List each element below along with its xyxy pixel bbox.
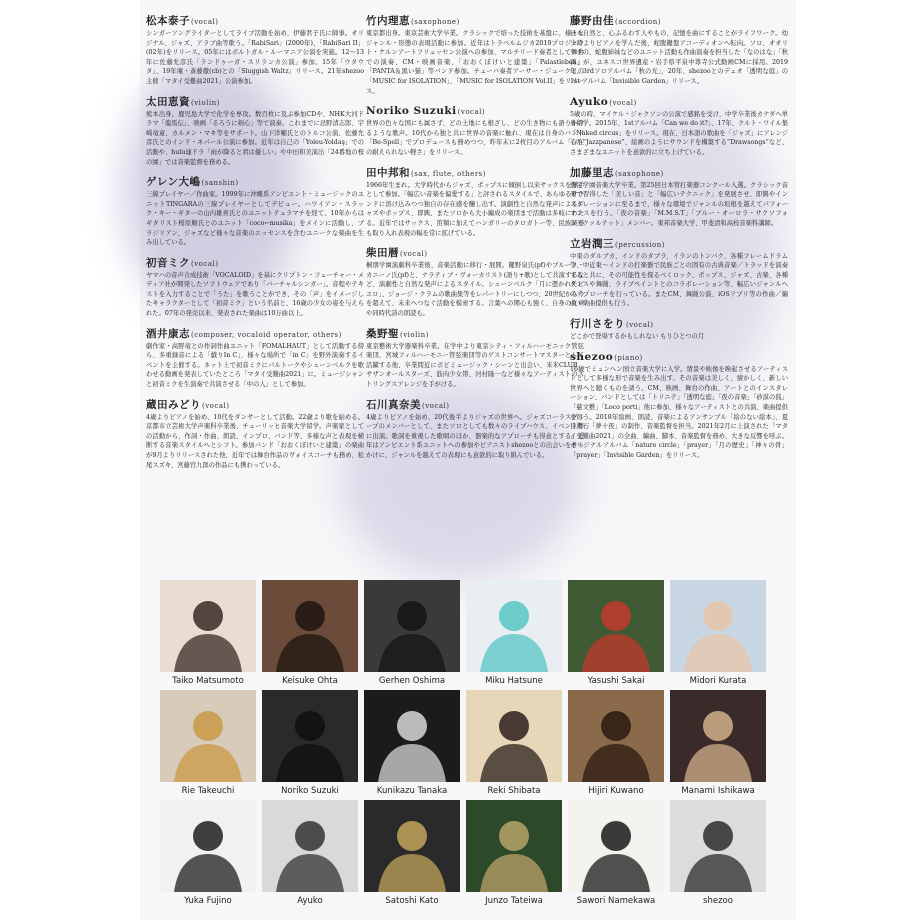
artist-name (570, 166, 788, 181)
artist-photo-card (670, 800, 766, 907)
artist-role: (vocal) (422, 401, 450, 410)
person-silhouette-icon (670, 580, 766, 672)
artist-role: (vocal) (202, 401, 230, 410)
artist-bio-text: 日々自然と、心ふるわす人やもの、記憶を曲にすることがライフワーク。幼少時よりピアノを学んだ後、蛇腹鍵盤アコーディオンへ転向。ソロ、オオリワタの、蛇腹姉妹などのユニット活動も作曲演奏を担当した「なのはな」「秋霖」が、ユネスコ世界遺産・岩手県平泉中尊寺公式動画CMに採用。2019年、3rdソロアルバム「秋の光」、20年、shezooとのデュオ「透明な庭」の1st アルバム「Invisible Garden」リリース。 (570, 30, 788, 85)
artist-name (570, 95, 788, 110)
artist-photo (160, 690, 256, 782)
photo-caption: Gerhen Oshima (378, 676, 446, 686)
artist-bio-text: 5歳の時、マイケル・ジャクソンの公演で感銘を受け、中学卒業後カナダへ単身留学。2015年、1stアルバム「Can we do it?」、17年、クルト・ワイル集「Naked circus」をリリース。現在、日本語の歌曲を「ジャズ」にアレンジした“Jazzpanese”、絵画のようにサウンドを構築する“Drawsongs”など、さまざまなユニットを意欲的に立ち上げている。 (570, 110, 788, 156)
artist-name-text: 藤野由佳 (570, 15, 614, 27)
bio-column-left (146, 14, 364, 478)
person-silhouette-icon (160, 580, 256, 672)
artist-name (146, 398, 364, 413)
artist-role: (violin) (400, 330, 429, 339)
artist-name (146, 256, 364, 271)
artist-name-text: 蔵田みどり (146, 398, 201, 411)
person-silhouette-icon (670, 800, 766, 892)
artist-bio (366, 327, 584, 390)
artist-photo-card (160, 800, 256, 907)
artist-bio (570, 350, 788, 461)
artist-bio-text: 世界の色々な国にも属さず、どの土地にも根ざし、どの生き物にも語りかけるような歌声。10代から独と共に世界の音楽に触れ、現在は自身のバンド「Be-Spell」でプロデュースも務めつつ、昨年末に2枚目のアルバム「存在の耐えられない軽さ」をリリース。 (366, 120, 584, 156)
left-margin (0, 0, 140, 920)
artist-name-text: 行川さをり (570, 318, 625, 331)
artist-name (570, 14, 788, 29)
artist-bio-text: 東京藝術大学器楽科卒業。在学中より東京シティ・フィルハーモニック管弦楽団、宮城フィルハーモニー管弦楽団等のゲストコンサートマスターとして活躍する他、卒業間近にボビミュージック・シーンと出会い、米米CLUB、サザンオールスターズ、筋肉少女帯、河村隆一など様々なアーティストのストリングスアレンジを手がける。 (366, 342, 584, 389)
artist-photo (568, 580, 664, 672)
artist-bio (146, 14, 364, 87)
artist-photo (262, 800, 358, 892)
person-silhouette-icon (466, 580, 562, 672)
artist-bio-text: 洗足学園音楽大学卒業。第25回日本管打楽器コンクール入選。クラシック音楽で習得した「美しい音」と「幅広いテクニック」を発展させ、即興やインスタレーションに至るまで、様々な環境でジャンルの垣根を越えてパフォーマンスを行う。「夜の音楽」「M.M.S.T」「ブルー・オーロラ・サクソフォン・クァルテット」メンバー。東邦音楽大学、甲斐清和高校音楽科講師。 (570, 181, 788, 227)
artist-name (570, 237, 788, 252)
artist-role: (sax, flute, others) (411, 169, 486, 178)
person-silhouette-icon (262, 580, 358, 672)
artist-bio-text: 16歳でミュンヘン国立音楽大学に入学。情景や映像を喚起させるアーティストとして多様な形で音楽を生み出す。その音楽は美しく、懐かしく、新しい世界へと聴くものを誘う。CM、映画、舞台の作曲、アートとのインスタレーション、バンドとしては「トリニテ」「透明な庭」「夜の音楽」「砂漠の狐」「慈文藝」「Loco porti」他に参加、様々なアーティストとの共演、楽曲提供を行う。2018年絵画、朗読、音楽によるアンサンブル「絵のない絵本」、夏目漱石「夢十夜」の制作、音楽監督を担当。2021年2月に上演された「マタイ受難曲2021」の全曲、編曲、脚本、音楽監督を務め、大きな反響を呼ぶ。オリジナルアルバム「nature circle」「prayer」「月の歴史」「神々の骨」「prayer」「Invisible Garden」をリリース。 (570, 365, 788, 459)
artist-name-text: shezoo (570, 350, 614, 363)
artist-photo (670, 580, 766, 672)
photo-caption: Sawori Namekawa (576, 896, 656, 906)
artist-name-text: 太田恵資 (146, 95, 190, 108)
artist-name (366, 104, 584, 119)
artist-name (570, 317, 788, 332)
right-margin (796, 0, 920, 920)
artist-photo-card (466, 690, 562, 797)
artist-photo-card (670, 580, 766, 687)
artist-photo-card (160, 690, 256, 797)
photo-caption: Junzo Tateiwa (485, 896, 543, 906)
artist-bio-text: 三線プレイヤー／作曲家。1999年に沖縄系アンビエント・ミュージックのユニットTINGARAの三線プレイヤーとしてデビュー。ハワイアン・スラック・キー・ギターの山内雄喜氏とのユニットテュラマチを経て、10年からはギタリスト桜原順氏とのユニット「coco←musika」をメインに活動し、ブラジリアン、ジャズなど様々な音楽のエッセンスを含むユニークな楽曲を生み出している。 (146, 191, 364, 247)
artist-role: (sanshin) (201, 179, 239, 188)
artist-name (146, 95, 364, 110)
artist-name (570, 350, 788, 365)
artist-photo-card (364, 580, 460, 687)
artist-photo-card (262, 580, 358, 687)
artist-name (146, 327, 364, 342)
artist-photo-card (160, 580, 256, 687)
artist-bio (570, 95, 788, 158)
artist-bio (146, 256, 364, 319)
person-silhouette-icon (568, 690, 664, 782)
artist-bio-text: 1966年生まれ。大学時代からジャズ、ポップスに傾倒し以来サックスを弾手として参加。「幅広い音楽を偏愛する」と評されるスタイルで、あらゆるサウンドに溶け込みつつ独自の存在感を醸し出す。演劇性と自然な発声によるジャズやポップス、即興、またソロから大小編成の楽団まで活動は多岐にわたる。近年ではサックス、笛類に加えてハンガリーのタロガトー等、民族楽器も取り入れ表現の幅を常に拡げている。 (366, 181, 584, 237)
photo-caption: Satoshi Kato (385, 896, 439, 906)
photo-caption: Keisuke Ohta (282, 676, 338, 686)
artist-photo-card (262, 800, 358, 907)
artist-photo-card (568, 800, 664, 907)
artist-bio-text: シンガーソングライターとしてライブ活動を始め、伊藤君子氏に師事。オリジナル、ジャズ、アラブ曲等歌う。「RabiSari」(2000年)、「RabiSari II」(02年)をリリース。05年にはボルトガル・ルーマニア公演を実施。12〜13年に佐藤允彦氏「ランドゥーガ・スリランカ公演」参加。15年「ウタウタ」、19年庵・斎藤徹(cb)との「Sluggish Waltz」リリース。21年shezoo主催「マタイ受難曲2021」公演参加。 (146, 30, 364, 85)
artist-bio-text: 4歳よりピアノを始め、20代後半よりジャズの世界へ。ジャズコーラスグループのメンバーとして、またソロとしても数々のライブハウス、イベント等に出演。歌詞を重視した歌唱のほか、器楽的なアプローチも得意とする。近年はアンビエント系ユニットへの参加やピアニストshezooとの出会いをきっかけに、ジャンルを越えての表現にも意欲的に取り組んでいる。 (366, 413, 584, 459)
artist-photo-card (262, 690, 358, 797)
artist-name-text: 松本泰子 (146, 15, 190, 27)
photo-caption: Yasushi Sakai (587, 676, 645, 686)
person-silhouette-icon (466, 800, 562, 892)
artist-photo-card (466, 800, 562, 907)
artist-role: (vocal) (626, 321, 654, 330)
photo-caption: Reki Shibata (487, 786, 541, 796)
photo-caption: Noriko Suzuki (281, 786, 339, 796)
artist-bio (366, 398, 584, 461)
artist-photo (160, 800, 256, 892)
artist-photo (466, 690, 562, 782)
person-silhouette-icon (364, 580, 460, 672)
artist-name (146, 14, 364, 29)
artist-bio-text: どこかで登場するかもしれない もりひとつの月 (570, 333, 705, 341)
artist-photo (670, 800, 766, 892)
artist-bio (366, 166, 584, 239)
artist-bio (146, 95, 364, 168)
photo-caption: Ayuko (297, 896, 323, 906)
artist-name-text: 桑野聖 (366, 327, 399, 340)
artist-name-text: 酒井康志 (146, 327, 190, 340)
artist-photo-card (364, 690, 460, 797)
artist-photo-card (670, 690, 766, 797)
artist-bio (570, 317, 788, 342)
person-silhouette-icon (568, 800, 664, 892)
artist-bio-text: 4歳よりピアノを始め、10代をダンサーとして活動。22歳より歌を始める。京都市立芸術大学声楽科卒業後、チューリッヒ音楽大学留学。声楽家としての活動から、作詞・作曲、朗読、インプロ、バンド等、多様な声と表現を横断する音楽スタイルへとシフト。参加バンド「おおくぼけいと建築」の楽曲が9月よりリリースされた他、近年では舞台作品のヴォイスコーチも務め、松尾スズキ、宮藤官九郎の作品にも携わっている。 (146, 413, 364, 469)
artist-name (146, 175, 364, 190)
artist-name-text: 柴田暦 (366, 247, 399, 260)
artist-name-text: Noriko Suzuki (366, 105, 457, 118)
artist-name (366, 327, 584, 342)
artist-name (366, 246, 584, 261)
artist-role: (vocal) (457, 108, 486, 117)
photo-caption: Rie Takeuchi (181, 786, 235, 796)
artist-role: (violin) (191, 98, 220, 107)
artist-name-text: ゲレン大嶋 (146, 176, 201, 189)
artist-photo (466, 580, 562, 672)
person-silhouette-icon (364, 690, 460, 782)
artist-bio (366, 104, 584, 157)
bio-column-middle (366, 14, 584, 469)
artist-bio (570, 14, 788, 87)
artist-bio (366, 14, 584, 96)
photo-caption: Hijiri Kuwano (588, 786, 644, 796)
person-silhouette-icon (262, 690, 358, 782)
artist-photo (568, 690, 664, 782)
person-silhouette-icon (364, 800, 460, 892)
person-silhouette-icon (262, 800, 358, 892)
artist-photo (466, 800, 562, 892)
photo-caption: Midori Kurata (689, 676, 747, 686)
artist-role: (accordion) (615, 18, 661, 26)
person-silhouette-icon (160, 800, 256, 892)
artist-name-text: 加藤里志 (570, 166, 614, 179)
artist-name (366, 166, 584, 181)
artist-role: (saxophone) (411, 18, 460, 26)
artist-photo-card (568, 580, 664, 687)
person-silhouette-icon (670, 690, 766, 782)
artist-bio (366, 246, 584, 319)
artist-photo (364, 800, 460, 892)
photo-caption: Kunikazu Tanaka (376, 786, 448, 796)
artist-role: (composer, vocaloid operator, others) (191, 330, 342, 339)
artist-photo (364, 580, 460, 672)
photo-caption: Yuka Fujino (184, 896, 232, 906)
artist-bio (570, 166, 788, 229)
artist-bio (146, 175, 364, 248)
artist-role: (vocal) (191, 18, 219, 26)
artist-photo-card (364, 800, 460, 907)
artist-role: (piano) (614, 353, 643, 362)
photo-caption: Taiko Matsumoto (172, 676, 244, 686)
artist-name-text: Ayuko (570, 95, 609, 108)
artist-name (366, 398, 584, 413)
person-silhouette-icon (466, 690, 562, 782)
artist-photo (160, 580, 256, 672)
artist-bio-text: ヤマハの音声合成技術「VOCALOID」を基にクリプトン・フューチャー・メディア社が開発したソフトウェアであり「バーチャルシンガー」。音程やテキストを入力することで「うた」を歌うことができ、その「声」をイメージしたキャラクターとして「初音ミク」という名前と、16歳の少女の姿を与えられた。07年の発売以来、発表された楽曲は10万曲以上。 (146, 271, 364, 318)
person-silhouette-icon (568, 580, 664, 672)
artist-bio-text: 中東のダルブカ、インドのタブラ、イランのトンバク、各種フレームドラム等、中近東〜インドの打楽器で民族ごとの固有の古典音楽／トラッドを演奏すると共に、その可能性を探るべくロック、ポップス、ジャズ、古楽、各種ダンスや舞踊、ライブペイントとのコラボレーション等、幅広いジャンルへのアプローチを行っている。またCM、舞踊公演、iOSアプリ等の作曲／編曲・楽曲提供も行う。 (570, 252, 788, 308)
artist-photo (568, 800, 664, 892)
artist-role: (vocal) (400, 250, 428, 259)
artist-name-text: 石川真奈美 (366, 398, 421, 411)
artist-role: (vocal) (191, 259, 219, 268)
artist-bio-text: 東京都出身。東京芸術大学卒業。クラシックで培った技術を基盤に、様々なジャンル・形態の表現活動に参加。近年はトラベルムジカ2019プロジェクト・ケルンアートフリュッセン公演への参加、マルチリード奏者として舞台での演奏、CM・映画音楽、「おおくぼけいと建築」「Palastleben」「PANTA＆黒い猫」等バンド参加。チューバ奏者アーサー・ジュークとの「MUSIC for ISOLATION」、「MUSIC for ISOLATION Vol.II」をリリース。 (366, 30, 584, 95)
artist-photo (262, 690, 358, 782)
artist-photo-card (568, 690, 664, 797)
artist-name-text: 竹内理恵 (366, 15, 410, 27)
artist-bio-text: 熊本出身。鹿児島大学で化学を専攻。数百枚に及ぶ参加CDや、NHK大河ドラマ「龍馬伝」、映画「るろうに剣心」等で演奏。これまでに忌野清志郎、宇崎竜童、カルメン・マキ等をサポート。山下洋輔氏とのトルコ公演、佐藤允彦氏とのインド・ネパール公演に参加。近年は自己の「Yoleu-Yoldaş」での活動や、hulu連ドラ「雨が降ると君は優しい」や中田和美演出「24番地の桜の園」では音楽監督を務める。 (146, 110, 364, 166)
artist-role: (saxophone) (615, 169, 664, 178)
artist-name-text: 立岩潤三 (570, 237, 614, 250)
artist-bio (570, 237, 788, 310)
person-silhouette-icon (160, 690, 256, 782)
artist-name-text: 初音ミク (146, 256, 190, 269)
artist-bio-text: 桐朋学園演劇科卒業後、音楽活動に移行・展開。鍵野泉氏(pf)やブルーノ・カニーノ氏(pf)と、ナラティブ・ヴォーカリスト(語り+歌)として共演するなど、演劇性と自然な発声によるスタイル。シェーンベルク「月に憑かれたピエロ」、ジョージ・クラムの歌曲集等をレパートリーにしつつ、20世紀から今を超えて、未来へつなぐ活動を模索する。言葉への関心も強く、自身の文章や同時代詩の朗読も。 (366, 262, 584, 318)
artist-bio-text: 劇作家・高野竜との作詞作曲ユニット「FOMALHAUT」として活動する傍ら、多重録音による「戯りIn C」、様々な場所で「in C」を野外演奏するイベントを主催する。ネット上で初音ミクにパルトークやシェーンベルクを歌わせる動画を発表していたところ「マタイ受難曲2021」に。ミュージシャンと初音ミクを生演奏で共演させる「中の人」として参加。 (146, 342, 364, 389)
artist-name (366, 14, 584, 29)
artist-name-text: 田中邦和 (366, 166, 410, 179)
bio-column-right (570, 14, 788, 469)
artist-bio (146, 398, 364, 471)
photo-caption: Miku Hatsune (485, 676, 543, 686)
artist-photo (670, 690, 766, 782)
artist-photo (262, 580, 358, 672)
artist-photo-card (466, 580, 562, 687)
artist-bio (146, 327, 364, 390)
artist-role: (percussion) (615, 240, 666, 249)
photo-caption: Manami Ishikawa (681, 786, 755, 796)
photo-caption: shezoo (703, 896, 733, 906)
artist-role: (vocal) (609, 98, 637, 107)
artist-photo (364, 690, 460, 782)
